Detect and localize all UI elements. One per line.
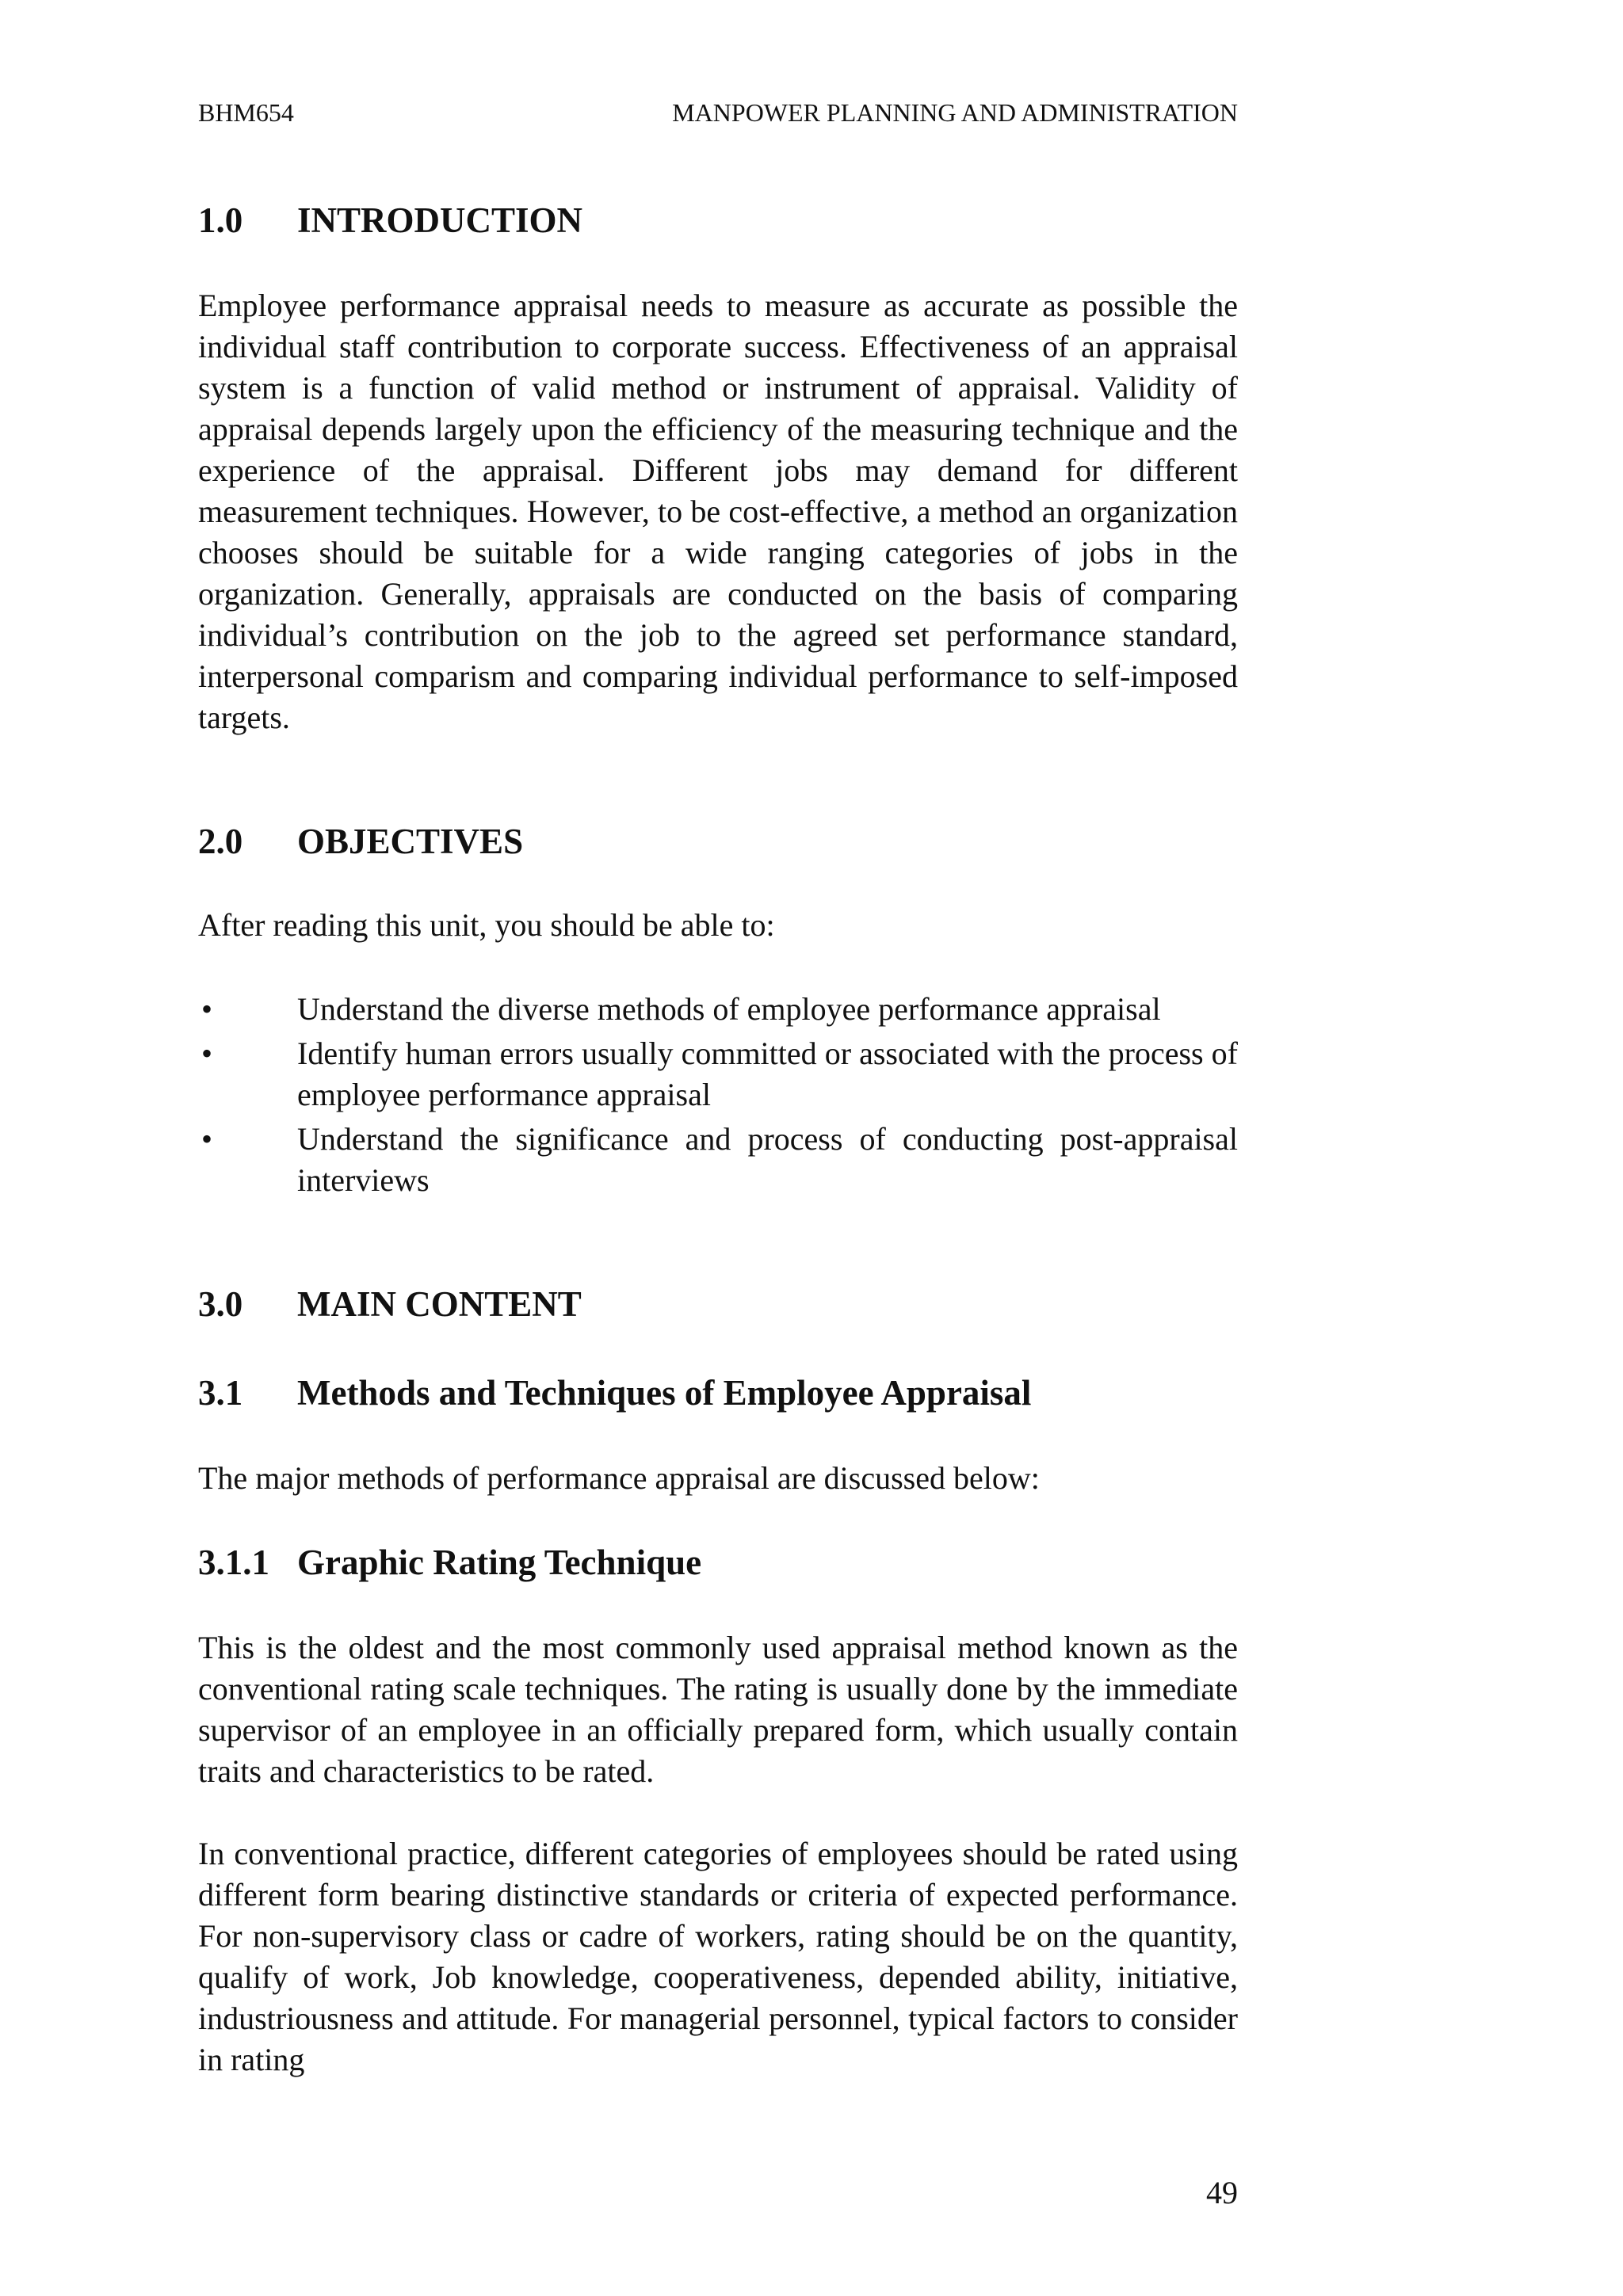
list-item-text: Identify human errors usually committed or associated with the process of employee performance appraisal [297,1035,1238,1112]
heading-text: Graphic Rating Technique [297,1543,702,1582]
heading-text: OBJECTIVES [297,822,524,861]
objectives-list [198,989,1238,1204]
graphic-rating-paragraph-1: This is the oldest and the most commonly used appraisal method known as the conventional rating scale techniques. The rating is usually done by the immediate supervisor of an employee in an officially prepared form, which usually contain traits and characteristics to be rated. [198,1630,1238,1789]
course-title: MANPOWER PLANNING AND ADMINISTRATION [672,98,1238,127]
list-item [198,1033,1238,1116]
list-item [198,1119,1238,1201]
heading-number: 3.1.1 [198,1543,269,1582]
page-number: 49 [1206,2175,1238,2210]
course-code: BHM654 [198,98,294,127]
heading-number: 3.0 [198,1284,243,1324]
methods-paragraph: The major methods of performance appraisal are discussed below: [198,1460,1040,1496]
bullet-icon: • [201,991,213,1027]
introduction-paragraph: Employee performance appraisal needs to measure as accurate as possible the individual staff contribution to corporate success. Effectiveness of an appraisal system is a function of valid method or instrument of appraisal. Validity of appraisal depends largely upon the efficiency of the measuring technique and the experience of the appraisal. Different jobs may demand for different measurement techniques. However, to be cost-effective, a method an organization chooses should be suitable for a wide ranging categories of jobs in the organization. Generally, appraisals are conducted on the basis of comparing individual’s contribution on the job to the agreed set performance standard, interpersonal comparism and comparing individual performance to self-imposed targets. [198,288,1238,735]
list-item [198,989,1238,1030]
heading-number: 1.0 [198,200,243,240]
heading-text: INTRODUCTION [297,200,583,240]
objectives-intro: After reading this unit, you should be able to: [198,907,775,943]
heading-text: Methods and Techniques of Employee Appraisal [297,1373,1032,1413]
graphic-rating-paragraph-2: In conventional practice, different categories of employees should be rated using different form bearing distinctive standards or criteria of expected performance. For non-supervisory class or cadre of workers, rating should be on the quantity, qualify of work, Job knowledge, cooperativeness, depended ability, initiative, industriousness and attitude. For managerial personnel, typical factors to consider in rating [198,1836,1238,2077]
heading-text: MAIN CONTENT [297,1284,582,1324]
list-item-text: Understand the significance and process of conducting post-appraisal interviews [297,1121,1238,1198]
heading-number: 2.0 [198,822,243,861]
bullet-icon: • [201,1035,213,1071]
heading-number: 3.1 [198,1373,243,1413]
bullet-icon: • [201,1121,213,1157]
list-item-text: Understand the diverse methods of employee performance appraisal [297,991,1161,1027]
